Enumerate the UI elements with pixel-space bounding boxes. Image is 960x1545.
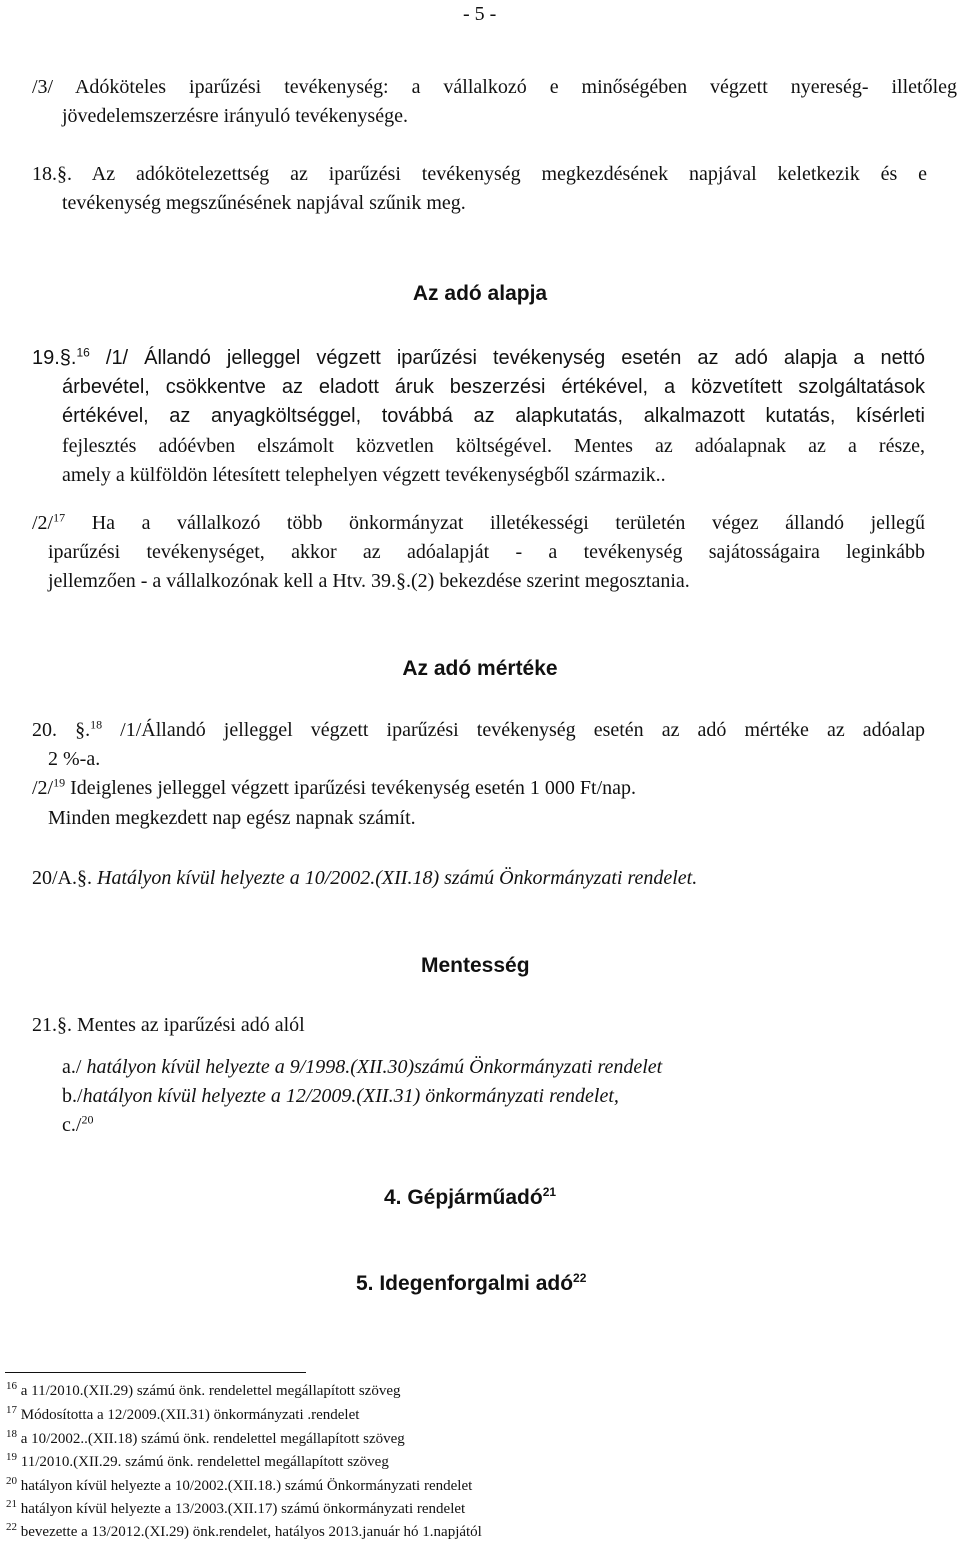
heading-idegenforgalmi-ado [356,1270,586,1298]
heading-text: 4. Gépjárműadó [384,1186,543,1209]
footnote-17 [6,1406,359,1424]
list-label: b./ [62,1085,83,1107]
list-label: a./ [62,1056,82,1078]
footnote-number: 16 [6,1380,17,1392]
text-line: értékével, az anyagköltséggel, továbbá az alapkutatás, alkalmazott kutatás, kísérleti [62,405,925,427]
footnote-22 [6,1523,482,1541]
text-segment: hatályon kívül helyezte a 12/2009.(XII.31) önkormányzati rendelet, [82,1085,619,1107]
text-segment: Ideiglenes jelleggel végzett iparűzési tevékenység esetén 1 000 Ft/nap. [65,777,637,799]
text-line: 2 %-a. [48,748,101,770]
footnote-number: 19 [6,1451,17,1463]
heading-gepjarmuado [384,1184,556,1212]
text-segment: /1/Állandó jelleggel végzett iparűzési tevékenység esetén az adó mértéke az adóalap [102,719,925,741]
footnote-19 [6,1453,389,1471]
text-segment: hatályon kívül helyezte a 9/1998.(XII.30)számú Önkormányzati rendelet [81,1056,663,1078]
footnote-text: bevezette a 13/2012.(XI.29) önk.rendelet, hatályos 2013.január hó 1.napjától [20,1524,482,1540]
footnote-text: a 10/2002..(XII.18) számú önk. rendelettel megállapított szöveg [20,1431,405,1447]
paragraph-20a [32,864,697,892]
text-segment: Hatályon kívül helyezte a 10/2002.(XII.18) számú Önkormányzati rendelet. [92,867,698,889]
footnote-number: 21 [6,1498,17,1510]
page-number: - 5 - [463,3,497,25]
text-line: jövedelemszerzésre irányuló tevékenysége. [62,105,408,127]
footnote-text: hatályon kívül helyezte a 10/2002.(XII.18.) számú Önkormányzati rendelet [20,1478,473,1494]
footnote-text: hatályon kívül helyezte a 13/2003.(XII.17) számú önkormányzati rendelet [20,1501,466,1517]
text-line: 21.§. Mentes az iparűzési adó alól [32,1014,305,1036]
text-line: jellemzően - a vállalkozónak kell a Htv. 39.§.(2) bekezdése szerint megosztania. [48,570,690,592]
text-segment: /1/ Állandó jelleggel végzett iparűzési tevékenység esetén az adó alapja a nettó [89,347,925,369]
footnote-ref-19[interactable]: 19 [53,775,66,790]
list-item-c [62,1111,93,1139]
list-label: c./ [62,1114,82,1136]
heading-text: 5. Idegenforgalmi adó [356,1272,574,1295]
footnote-number: 22 [6,1521,17,1533]
section-number: 20/A.§. [32,867,92,889]
text-line: Minden megkezdett nap egész napnak számít. [48,807,416,829]
text-line: fejlesztés adóévben elszámolt közvetlen költségével. Mentes az adóalapnak az a része, [62,435,925,457]
footnote-ref-21[interactable]: 21 [542,1185,557,1199]
text-line: 18.§. Az adókötelezettség az iparűzési tevékenység megkezdésének napjával keletkezik és e [32,163,927,185]
text-line: amely a külföldön létesített telephelyen végzett tevékenységből származik.. [62,464,666,486]
footnote-ref-16[interactable]: 16 [76,345,90,360]
footnote-ref-17[interactable]: 17 [53,510,66,525]
list-item-a [62,1053,662,1081]
text-line [32,344,925,372]
text-line [32,774,636,802]
text-line: /3/ Adóköteles iparűzési tevékenység: a vállalkozó e minőségében végzett nyereség- illetőleg [32,76,957,98]
footnote-number: 17 [6,1404,17,1416]
text-segment: Ha a vállalkozó több önkormányzat illetékességi területén végez állandó jellegű [65,512,925,534]
heading-az-ado-alapja: Az adó alapja [412,282,548,305]
footnote-text: 11/2010.(XII.29. számú önk. rendelettel megállapított szöveg [20,1454,389,1470]
list-item-b [62,1082,619,1110]
text-line: árbevétel, csökkentve az eladott áruk beszerzési értékével, a közvetített szolgáltatások [62,376,925,398]
footnote-18 [6,1430,405,1448]
footnote-number: 20 [6,1475,17,1487]
footnote-ref-20[interactable]: 20 [81,1112,94,1127]
section-number: /2/ [32,777,54,799]
section-number: 20. §. [32,719,91,741]
section-number: 19.§. [32,347,77,369]
footnote-separator [5,1372,306,1373]
footnote-21 [6,1500,465,1518]
text-line: iparűzési tevékenységet, akkor az adóalapját - a tevékenység sajátosságaira leginkább [48,541,925,563]
footnote-text: a 11/2010.(XII.29) számú önk. rendelettel megállapított szöveg [20,1383,401,1399]
text-line [32,509,925,537]
section-number: /2/ [32,512,54,534]
footnote-16 [6,1382,401,1400]
footnote-ref-18[interactable]: 18 [90,717,103,732]
heading-az-ado-merteke: Az adó mértéke [402,657,558,680]
footnote-20 [6,1477,472,1495]
footnote-text: Módosította a 12/2009.(XII.31) önkormányzati .rendelet [20,1407,360,1423]
text-line [32,716,925,744]
footnote-ref-22[interactable]: 22 [573,1271,587,1285]
heading-mentesseg: Mentesség [421,954,530,977]
footnote-number: 18 [6,1428,17,1440]
text-line: tevékenység megszűnésének napjával szűnik meg. [62,192,466,214]
